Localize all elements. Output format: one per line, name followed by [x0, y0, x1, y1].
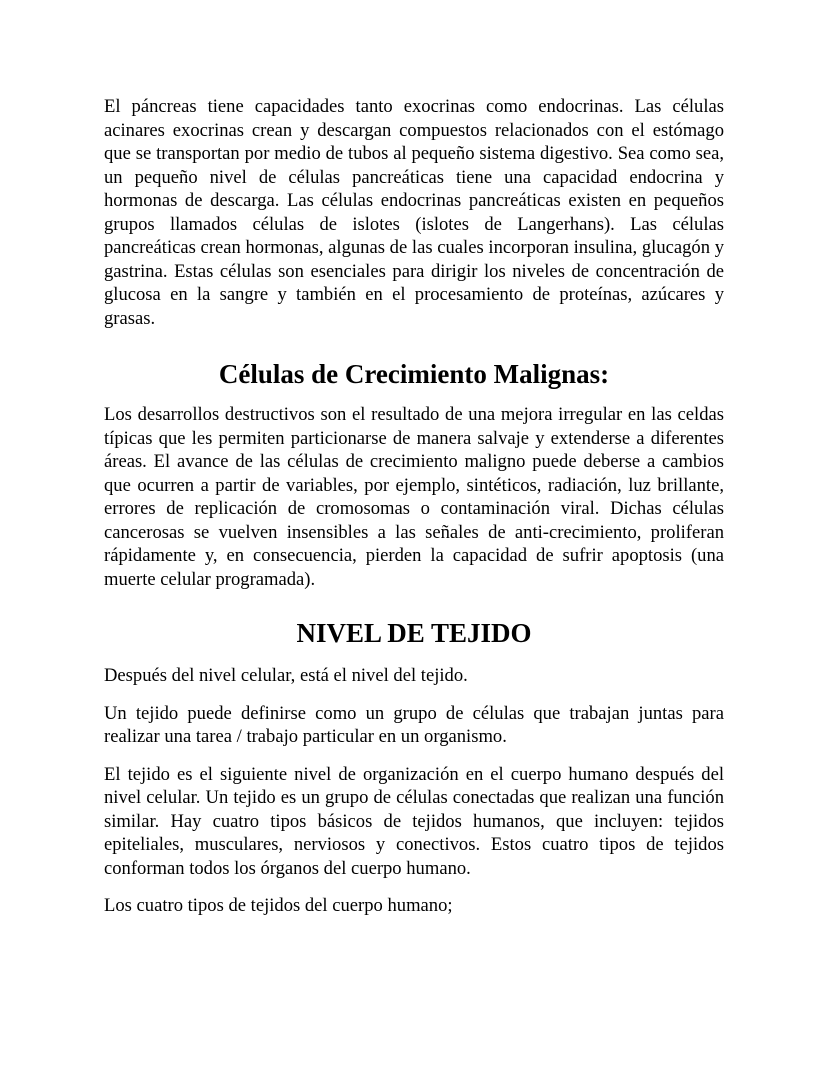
- paragraph-four-tissue-types: Los cuatro tipos de tejidos del cuerpo humano;: [104, 895, 453, 916]
- paragraph-tissue-definition: Un tejido puede definirse como un grupo de células que trabajan juntas para realizar una tarea / trabajo particular en un organismo.: [104, 702, 724, 747]
- section-heading-tissue-level: NIVEL DE TEJIDO: [296, 618, 532, 648]
- paragraph-tissue-organization: El tejido es el siguiente nivel de organización en el cuerpo humano después del nivel celular. Un tejido es un grupo de células conectadas que realizan una función similar. Hay cuatro tipos básicos de tejidos humanos, que incluyen: tejidos epiteliales, musculares, nerviosos y conectivos. Estos cuatro tipos de tejidos conforman todos los órganos del cuerpo humano.: [104, 763, 724, 879]
- paragraph-after-cellular-level: Después del nivel celular, está el nivel del tejido.: [104, 665, 468, 686]
- page-content: [104, 95, 724, 918]
- paragraph-malignant-cells: Los desarrollos destructivos son el resultado de una mejora irregular en las celdas típicas que les permiten particionarse de manera salvaje y extenderse a diferentes áreas. El avance de las células de crecimiento maligno puede deberse a cambios que ocurren a partir de variables, por ejemplo, sintéticos, radiación, luz brillante, errores de replicación de cromosomas o contaminación viral. Dichas células cancerosas se vuelven insensibles a las señales de anti-crecimiento, proliferan rápidamente y, en consecuencia, pierden la capacidad de sufrir apoptosis (una muerte celular programada).: [104, 404, 724, 590]
- section-heading-malignant-cells: Células de Crecimiento Malignas:: [218, 359, 610, 389]
- paragraph-pancreas: El páncreas tiene capacidades tanto exocrinas como endocrinas. Las células acinares exocrinas crean y descargan compuestos relacionados con el estómago que se transportan por medio de tubos al pequeño sistema digestivo. Sea como sea, un pequeño nivel de células pancreáticas tiene una capacidad endocrina y hormonas de descarga. Las células endocrinas pancreáticas existen en pequeños grupos llamados células de islotes (islotes de Langerhans). Las células pancreáticas crean hormonas, algunas de las cuales incorporan insulina, glucagón y gastrina. Estas células son esenciales para dirigir los niveles de concentración de glucosa en la sangre y también en el procesamiento de proteínas, azúcares y grasas.: [104, 96, 724, 329]
